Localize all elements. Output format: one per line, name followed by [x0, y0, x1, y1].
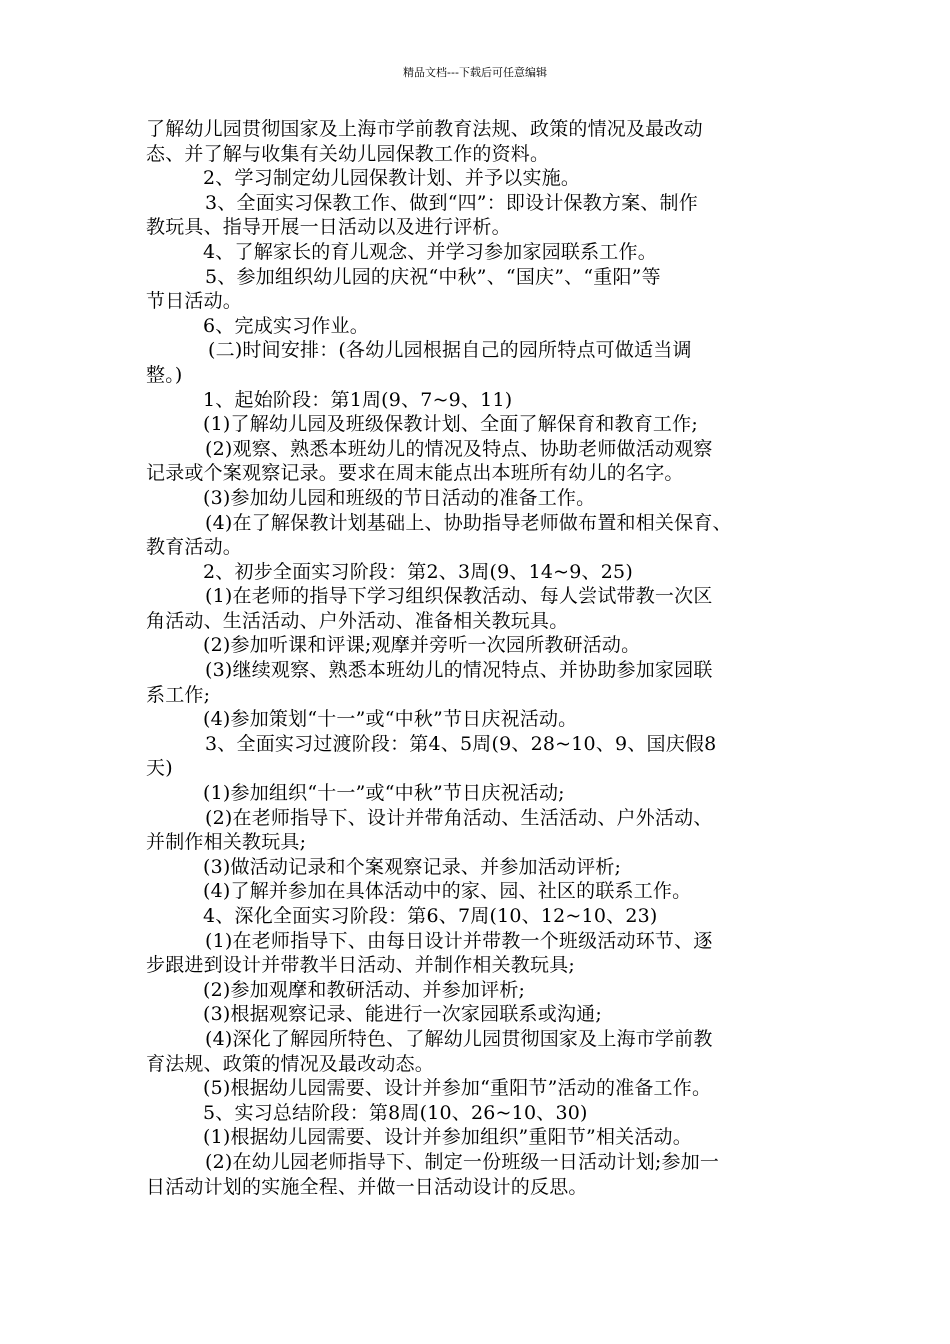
text-line: 2、学习制定幼儿园保教计划、并予以实施。	[203, 167, 581, 190]
text-line: (1)了解幼儿园及班级保教计划、全面了解保育和教育工作;	[203, 413, 698, 436]
text-line: (2)参加听课和评课;观摩并旁听一次园所教研活动。	[203, 634, 641, 657]
text-line: (二)时间安排：(各幼儿园根据自己的园所特点可做适当调	[208, 339, 692, 362]
text-line: (3)参加幼儿园和班级的节日活动的准备工作。	[203, 486, 596, 509]
text-line: (4)在了解保教计划基础上、协助指导老师做布置和相关保育、	[205, 511, 732, 534]
text-line: 角活动、生活活动、户外活动、准备相关教玩具。	[146, 609, 569, 632]
text-line: 2、初步全面实习阶段：第2、3周(9、14~9、25)	[203, 560, 633, 583]
text-line: (3)继续观察、熟悉本班幼儿的情况特点、并协助参加家园联	[205, 659, 713, 682]
text-line: (4)参加策划“十一”或“中秋”节日庆祝活动。	[203, 708, 578, 731]
text-line: (2)参加观摩和教研活动、并参加评析;	[203, 978, 526, 1001]
text-line: 4、了解家长的育儿观念、并学习参加家园联系工作。	[203, 240, 657, 263]
text-line: 天)	[146, 757, 173, 780]
text-line: (2)在幼儿园老师指导下、制定一份班级一日活动计划;参加一	[205, 1150, 720, 1173]
text-line: 教玩具、指导开展一日活动以及进行评析。	[146, 216, 511, 239]
text-line: (3)做活动记录和个案观察记录、并参加活动评析;	[203, 855, 622, 878]
text-line: 4、深化全面实习阶段：第6、7周(10、12~10、23)	[203, 905, 658, 927]
text-line: 1、起始阶段：第1周(9、7~9、11)	[203, 388, 513, 411]
text-line: (3)根据观察记录、能进行一次家园联系或沟通;	[203, 1003, 602, 1026]
text-line: 5、实习总结阶段：第8周(10、26~10、30)	[203, 1101, 588, 1124]
text-line: 3、全面实习保教工作、做到“四”：即设计保教方案、制作	[205, 191, 698, 214]
text-line: 节日活动。	[146, 290, 243, 313]
text-line: 记录或个案观察记录。要求在周末能点出本班所有幼儿的名字。	[146, 462, 684, 485]
text-line: 态、并了解与收集有关幼儿园保教工作的资料。	[146, 142, 550, 165]
text-line: 3、全面实习过渡阶段：第4、5周(9、28~10、9、国庆假8	[205, 732, 717, 755]
text-line: 步跟进到设计并带教半日活动、并制作相关教玩具;	[146, 954, 576, 977]
text-line: 日活动计划的实施全程、并做一日活动设计的反思。	[146, 1175, 588, 1198]
text-line: 整。)	[146, 363, 183, 386]
document-body	[146, 117, 818, 1199]
page-header: 精品文档---下载后可任意编辑	[403, 66, 547, 79]
text-line: 育法规、政策的情况及最改动态。	[146, 1052, 435, 1075]
text-line: (1)在老师的指导下学习组织保教活动、每人尝试带教一次区	[205, 585, 713, 608]
text-line: (5)根据幼儿园需要、设计并参加“重阳节”活动的准备工作。	[203, 1077, 712, 1100]
text-line: (1)参加组织“十一”或“中秋”节日庆祝活动;	[203, 782, 565, 805]
text-line: (1)根据幼儿园需要、设计并参加组织”重阳节”相关活动。	[203, 1126, 692, 1149]
text-line: 并制作相关教玩具;	[146, 831, 307, 854]
text-line: 6、完成实习作业。	[203, 314, 369, 337]
text-line: (2)在老师指导下、设计并带角活动、生活活动、户外活动、	[205, 806, 713, 829]
text-line: 教育活动。	[146, 536, 243, 559]
text-line: (1)在老师指导下、由每日设计并带教一个班级活动环节、逐	[205, 929, 713, 952]
text-line: (4)了解并参加在具体活动中的家、园、社区的联系工作。	[203, 880, 692, 903]
text-line: 系工作;	[146, 683, 211, 706]
text-line: (4)深化了解园所特色、了解幼儿园贯彻国家及上海市学前教	[205, 1027, 713, 1050]
text-line: 了解幼儿园贯彻国家及上海市学前教育法规、政策的情况及最改动	[146, 118, 703, 140]
text-line: 5、参加组织幼儿园的庆祝“中秋”、“国庆”、“重阳”等	[205, 265, 661, 288]
text-line: (2)观察、熟悉本班幼儿的情况及特点、协助老师做活动观察	[205, 437, 713, 460]
